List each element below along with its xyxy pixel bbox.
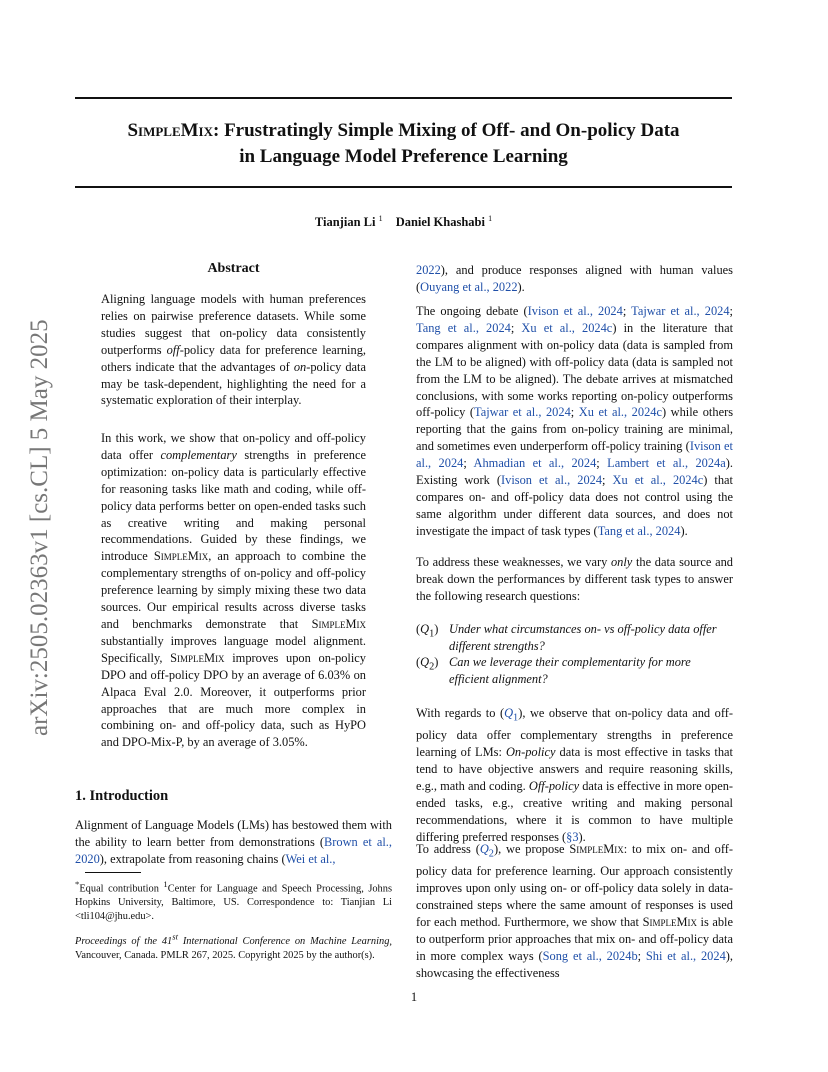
author-list: Tianjian Li $^1$ Daniel Khashabi $^1$: [314, 214, 493, 230]
propose-paragraph: To address $(Q_2)$, we propose SimpleMix: to mix on- and off-policy data for preference learning. Our approach consistently improves upon only using on- or off-policy data solely in data-constrained steps where the same amount of responses is used for each method. Furthermore, we show that SimpleMix is able to outperform prior approaches that mix on- and off-policy data in more complex ways (Song et al., 2024b; Shi et al., 2024), showcasing the effectiveness: [416, 842, 733, 980]
section-heading-introduction: 1. Introduction: [75, 788, 169, 804]
arxiv-stamp: arXiv:2505.02363v1 [cs.CL] 5 May 2025: [26, 319, 53, 737]
title-rule-top: [75, 97, 732, 99]
intro-paragraph: Alignment of Language Models (LMs) has bestowed them with the ability to learn better from demonstrations (Brown et al., 2020), extrapolate from reasoning chains (Wei et al.,: [75, 818, 392, 866]
abstract-paragraph-1: Aligning language models with human preferences relies on pairwise preference datasets. While some studies suggest that on-policy data consistently outperforms off-policy data for preference learning, others indicate that the advantages of on-policy data may be task-dependent, highlighting the need for a systematic exploration of their interplay.: [101, 292, 366, 408]
abstract-paragraph-2: In this work, we show that on-policy and off-policy data offer complementary strengths in preference optimization: on-policy data is particularly effective for reasoning tasks like math and coding, while off-policy data performs better on open-ended tasks such as creative writing and making personal recommendations. Guided by these findings, we introduce SimpleMix, an approach to combine the complementary strengths of on-policy and off-policy preference learning by simply mixing these two data sources. Our empirical results across diverse tasks and benchmarks demonstrate that SimpleMix substantially improves language model alignment. Specifically, SimpleMix improves upon on-policy DPO and off-policy DPO by an average of 6.03% on Alpaca Eval 2.0. Moreover, it outperforms prior approaches that are much more complex in combining on- and off-policy data, such as HyPO and DPO-Mix-P, by an average of 3.05%.: [101, 431, 366, 750]
abstract-heading: Abstract: [207, 261, 260, 276]
author-name: Tianjian Li: [314, 215, 376, 230]
footnote-proceedings: Proceedings of the 41st International Conference on Machine Learning, Vancouver, Canada. PMLR 267, 2025. Copyright 2025 by the author(s).: [75, 932, 392, 962]
page-number: 1: [410, 990, 418, 1004]
citation-link[interactable]: Ouyang et al., 2022: [420, 279, 518, 294]
research-question-1: $(Q_1)$ Under what circumstances on- vs off-policy data offer different strengths?: [416, 622, 717, 653]
footnote-affiliation: *Equal contribution $^1$Center for Language and Speech Processing, Johns Hopkins University, Baltimore, US. Correspondence to: Tianjian Li <tli104@jhu.edu>.: [75, 879, 392, 923]
regards-paragraph: With regards to $(Q_1)$, we observe that on-policy data and off-policy data offer complementary strengths in preference learning of LMs: On-policy data is most effective in tasks that tend to have objective answers and require reasoning skills, e.g., math and coding. Off-policy data is effective in more open-ended tasks, e.g., creative writing and making personal recommendations, where it is common to have multiple differing preferred responses (§3).: [416, 706, 734, 844]
title-rule-bottom: [75, 186, 732, 188]
citation-link[interactable]: 2022: [416, 263, 441, 277]
debate-paragraph: The ongoing debate (Ivison et al., 2024; Tajwar et al., 2024; Tang et al., 2024; Xu et al., 2024c) in the literature that compares alignment with on-policy data (data is sampled from the LM to be aligned) with off-policy data (data is sampled not from the LM to be aligned). The debate arrives at mismatched conclusions, with some works reporting on-policy outperforms off-policy (Tajwar et al., 2024; Xu et al., 2024c) while others reporting that the gains from on-policy training are minimal, and sometimes even underperform off-policy training (Ivison et al., 2024; Ahmadian et al., 2024; Lambert et al., 2024a). Existing work (Ivison et al., 2024; Xu et al., 2024c) that compares on- and off-policy data does not control using the same algorithm under different data sources, and does not investigate the impact of task types (Tang et al., 2024).: [416, 304, 734, 538]
paper-title: SimpleMix: Frustratingly Simple Mixing of Off- and On-policy Data in Language Model Preference Learning: [127, 120, 680, 167]
intro-paragraph-continued: 2022), and produce responses aligned with human values (Ouyang et al., 2022).: [416, 263, 733, 294]
address-paragraph: To address these weaknesses, we vary only the data source and break down the performances by different task types to answer the following research questions:: [416, 555, 733, 603]
citation-link[interactable]: Wei et al.,: [285, 851, 336, 866]
research-question-2: $(Q_2)$ Can we leverage their complementarity for more efficient alignment?: [416, 655, 691, 686]
author-name: Daniel Khashabi: [395, 215, 485, 230]
citation-link[interactable]: Brown et al., 2020: [75, 834, 392, 866]
footnote-rule: [85, 872, 141, 873]
